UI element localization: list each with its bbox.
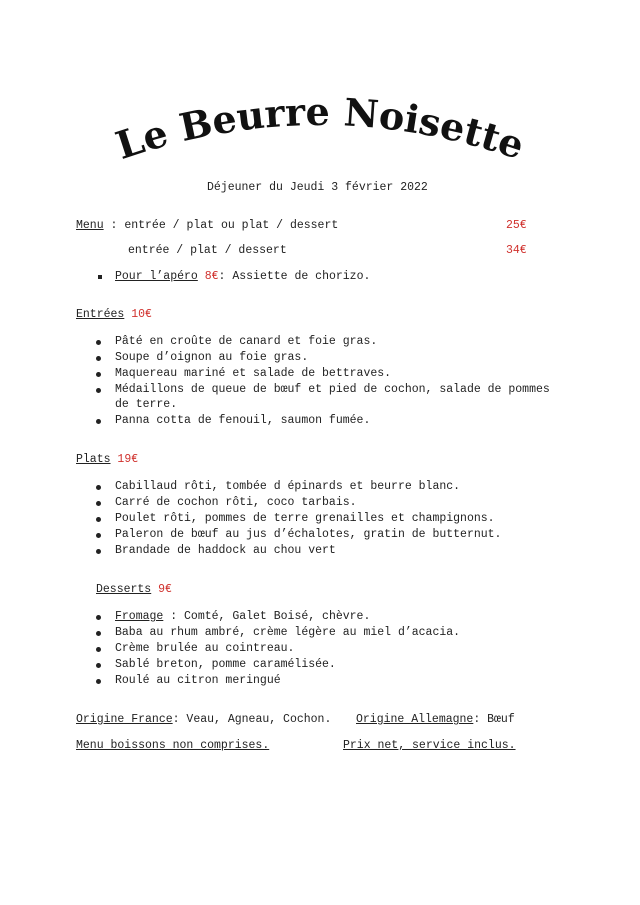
menu-formula-2: entrée / plat / dessert [128,244,287,257]
drinks-note: Menu boissons non comprises. [76,739,270,752]
menu-line-1: Menu : entrée / plat ou plat / dessert [76,219,339,232]
bullet-icon [96,663,101,668]
list-item: Sablé breton, pomme caramélisée. [115,658,336,671]
origin-germany-text: : Bœuf [473,713,515,726]
bullet-icon [96,615,101,620]
restaurant-title [100,85,540,175]
fromage-label: Fromage [115,610,164,623]
entrees-heading [76,308,152,321]
entrees-price: 10€ [131,308,152,321]
list-item: Maquereau mariné et salade de bettraves. [115,367,391,380]
apero-text: : Assiette de chorizo. [218,270,371,283]
list-item: Médaillons de queue de bœuf et pied de cochon, salade de pommes [115,383,550,396]
menu-date: Déjeuner du Jeudi 3 février 2022 [207,181,428,194]
desserts-heading [96,583,172,596]
list-item: Baba au rhum ambré, crème légère au miel d’acacia. [115,626,460,639]
list-item: Roulé au citron meringué [115,674,281,687]
menu-price-1: 25€ [506,219,527,232]
square-bullet-icon [98,275,102,279]
menu-price-2: 34€ [506,244,527,257]
list-item: Carré de cochon rôti, coco tarbais. [115,496,357,509]
list-item-continuation: de terre. [115,398,178,411]
bullet-icon [96,340,101,345]
bullet-icon [96,517,101,522]
origin-germany-label: Origine Allemagne [356,713,474,726]
menu-formula-1: entrée / plat ou plat / dessert [124,219,339,232]
origin-france-text: : Veau, Agneau, Cochon. [172,713,332,726]
list-item: Paleron de bœuf au jus d’échalotes, gratin de butternut. [115,528,501,541]
desserts-label: Desserts [96,583,152,596]
desserts-price: 9€ [158,583,172,596]
apero-line [115,270,370,283]
origin-germany [356,713,515,726]
list-item: Brandade de haddock au chou vert [115,544,336,557]
entrees-label: Entrées [76,308,125,321]
bullet-icon [96,647,101,652]
bullet-icon [96,485,101,490]
plats-heading [76,453,138,466]
list-item: Poulet rôti, pommes de terre grenailles et champignons. [115,512,495,525]
bullet-icon [96,356,101,361]
bullet-icon [96,501,101,506]
restaurant-title-text: Le Beurre Noisette [110,88,530,168]
list-item: Fromage : Comté, Galet Boisé, chèvre. [115,610,370,623]
bullet-icon [96,679,101,684]
bullet-icon [96,533,101,538]
origin-france-label: Origine France [76,713,173,726]
bullet-icon [96,388,101,393]
origin-france [76,713,331,726]
list-item: Cabillaud rôti, tombée d épinards et beurre blanc. [115,480,460,493]
apero-label: Pour l’apéro [115,270,198,283]
bullet-icon [96,631,101,636]
bullet-icon [96,419,101,424]
list-item: Soupe d’oignon au foie gras. [115,351,308,364]
plats-label: Plats [76,453,111,466]
list-item: Pâté en croûte de canard et foie gras. [115,335,377,348]
plats-price: 19€ [117,453,139,466]
menu-label: Menu [76,219,104,232]
list-item: Panna cotta de fenouil, saumon fumée. [115,414,370,427]
apero-price: 8€ [204,270,219,283]
service-note: Prix net, service inclus. [343,739,516,752]
bullet-icon [96,372,101,377]
bullet-icon [96,549,101,554]
list-item: Crème brulée au cointreau. [115,642,294,655]
